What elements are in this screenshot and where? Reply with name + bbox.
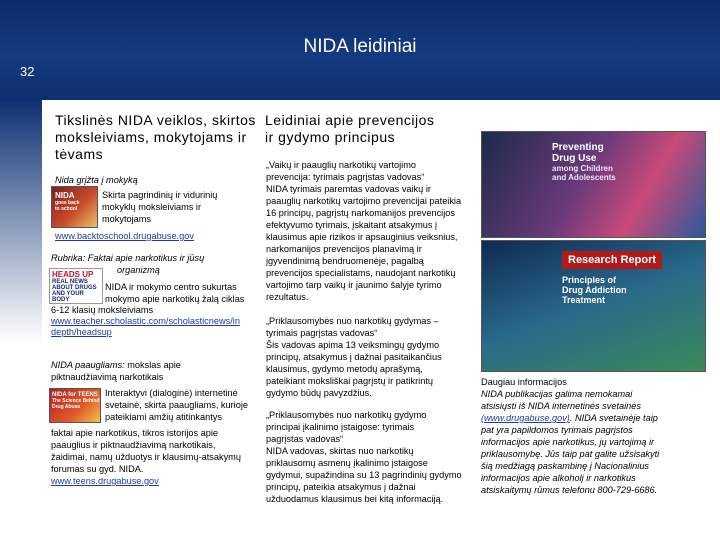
p3-line-4: NIDA vadovas, skirtas nuo narkotikų — [266, 446, 414, 456]
slide-title: NIDA leidiniai — [303, 36, 417, 57]
more-info-line-6: priklausomybę. Jūs taip pat galite užsisakyti — [481, 449, 660, 459]
p3-line-7: principų, pateikia atsakymus į dažnai — [266, 482, 416, 492]
p2-line-4: principų, atsakymus į dažnai pasitaikančius — [266, 352, 442, 362]
p3-line-5: priklausomų asmenų įkalinimo įstaigose — [266, 458, 428, 468]
p1-line-3: NIDA tyrimais paremtas vadovas vaikų ir — [266, 184, 431, 194]
more-info-line-4: pat yra papildomos tyrimais pagrįstos — [481, 425, 633, 435]
more-info-line-8: informacijos apie alkoholį ir narkotikus — [481, 473, 636, 483]
more-info-line-1: NIDA publikacijas galima nemokamai — [481, 389, 633, 399]
more-info-line-3: (www.drugabuse.gov). NIDA svetainėje taip — [481, 413, 658, 423]
more-info-line-7: šią medžiagą paskambinę į Nacionalinius — [481, 461, 650, 471]
item3-title-2: piktnaudžiavimą narkotikais — [51, 372, 164, 382]
heads-up-cover-image: HEADS UP REAL NEWS ABOUT DRUGS AND YOUR BODY — [49, 268, 103, 304]
p2-line-5: klausimus, gydymo metodų aprašymą, — [266, 364, 423, 374]
item2-desc-2: mokymo apie narkotikų žalą ciklas — [105, 294, 245, 304]
slide-header — [0, 0, 720, 100]
p1-line-11: vartojimo tarp vaikų ir jaunimo šalyje tyrimo — [266, 280, 442, 290]
p3-line-6: gydymui, supažindina su 13 pagrindinių gydymo — [266, 470, 462, 480]
item3-desc-1: Interaktyvi (dialoginė) internetinė — [105, 388, 238, 398]
item2-desc-3: 6-12 klasių moksleiviams — [51, 305, 154, 315]
item3-desc-3: pateikiami amžių atitinkantys — [105, 412, 222, 422]
left-gradient-strip — [0, 100, 42, 540]
left-heading-line-2: moksleiviams, mokytojams ir — [55, 129, 247, 145]
drugabuse-link[interactable]: (www.drugabuse.gov) — [481, 413, 570, 423]
p1-line-7: klausimus apie rizikos ir apsauginius veiksnius, — [266, 232, 458, 242]
back-to-school-link[interactable]: www.backtoschool.drugabuse.gov — [55, 231, 194, 241]
p1-line-8: narkomanijos prevencijos planavimą ir — [266, 244, 422, 254]
item3-desc-2: svetainė, skirta paaugliams, kurioje — [105, 400, 248, 410]
p1-line-2: prevencija: tyrimais pagrįstas vadovas“ — [266, 172, 425, 182]
item2-desc-1: NIDA ir mokymo centro sukurtas — [105, 282, 237, 292]
p2-line-1: „Priklausomybės nuo narkotikų gydymas – — [266, 316, 439, 326]
p3-line-8: užduodamus klausimus bei kitą informaciją. — [266, 494, 444, 504]
item3-desc2-3: žaidimai, namų užduotys ir klausimų-atsakymų — [51, 452, 241, 462]
p1-line-9: įgyvendinimą bendruomenėje, pagalbą — [266, 256, 424, 266]
left-heading-line-1: Tikslinės NIDA veiklos, skirtos — [55, 112, 256, 128]
item3-desc2-2: paauglius ir piktnaudžiavimą narkotikais, — [51, 440, 216, 450]
item1-desc-2: mokyklų moksleiviams ir — [102, 202, 202, 212]
p1-line-12: rezultatus. — [266, 292, 309, 302]
heads-up-link-2[interactable]: depth/headsup — [51, 327, 112, 337]
p2-line-2: tyrimais pagrįstas vadovas“ — [266, 328, 378, 338]
item2-title-1: Rubrika: Faktai apie narkotikus ir jūsų — [51, 253, 205, 263]
p1-line-4: paauglių narkotikų vartojimo prevencijai pateikia — [266, 196, 462, 206]
more-info-line-5: informacijos apie narkotikus, jų vartojimą ir — [481, 437, 655, 447]
item3-desc2-4: forumas su gyd. NIDA. — [51, 464, 144, 474]
p1-line-1: „Vaikų ir paauglių narkotikų vartojimo — [266, 160, 416, 170]
slide-number: 32 — [20, 64, 35, 79]
middle-heading-line-1: Leidiniai apie prevencijos — [265, 112, 435, 128]
item1-desc-1: Skirta pagrindinių ir vidurinių — [102, 190, 218, 200]
prevention-guide-cover-image: Preventing Drug Use among Children and Adolescents — [481, 131, 706, 238]
p2-line-6: pateikiant moksliškai pagrįstų ir patikrintų — [266, 376, 433, 386]
more-info-line-9: atsiskaitymų rūmus telefonu 800-729-6686. — [481, 485, 658, 495]
more-info-line-2: atsisiųsti iš NIDA internetinės svetainės — [481, 401, 641, 411]
middle-heading-line-2: ir gydymo principus — [265, 129, 396, 145]
item3-desc2-1: faktai apie narkotikus, tikros istorijos apie — [51, 428, 218, 438]
nida-for-teens-cover-image: NIDA for TEENS The Science Behind Drug Abuse — [49, 388, 101, 423]
item2-title-2: organizmą — [117, 265, 160, 275]
left-heading-line-3: tėvams — [55, 146, 104, 162]
p3-line-1: „Priklausomybės nuo narkotikų gydymo — [266, 410, 427, 420]
treatment-guide-cover-image: Research Report Principles of Drug Addiction Treatment — [481, 240, 706, 372]
back-to-school-cover-image: NIDA goes back to school — [51, 186, 98, 228]
item1-title: Nida grįžta į mokyką — [55, 175, 138, 185]
p1-line-10: prevencijos specialistams, naudojant narkotikų — [266, 268, 456, 278]
more-info-heading: Daugiau informacijos — [481, 377, 567, 387]
p2-line-3: Šis vadovas apima 13 veiksmingų gydymo — [266, 340, 440, 350]
item3-title-1: NIDA paaugliams: mokslas apie — [51, 360, 181, 370]
heads-up-link-1[interactable]: www.teacher.scholastic.com/scholasticnews/in — [51, 316, 240, 326]
p1-line-6: efektyvumo tyrimais, įskaitant atsakymus į — [266, 220, 438, 230]
p3-line-2: principai įkalinimo įstaigose: tyrimais — [266, 422, 415, 432]
p2-line-7: gydymo būdų pavyzdžius. — [266, 388, 372, 398]
item1-desc-3: mokytojams — [102, 214, 152, 224]
p1-line-5: 16 principų, pagrįstų narkomanijos prevencijos — [266, 208, 455, 218]
p3-line-3: pagrįstas vadovas“ — [266, 434, 344, 444]
teens-link[interactable]: www.teens.drugabuse.gov — [51, 476, 159, 486]
